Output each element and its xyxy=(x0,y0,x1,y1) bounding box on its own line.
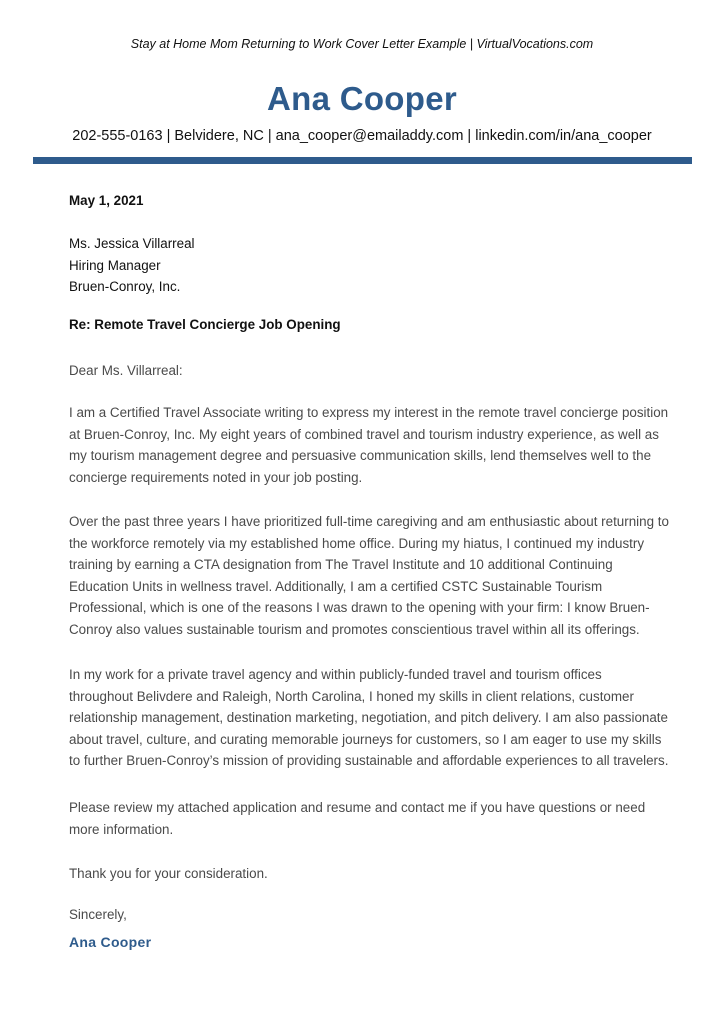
body-paragraph-1: I am a Certified Travel Associate writing to express my interest in the remote travel concierge position at Bruen-Conroy, Inc. My eight years of combined travel and tourism industry experience, as well as my tourism management degree and persuasive communication skills, lend themselves well to the concierge requirements noted in your job posting. xyxy=(69,405,669,485)
header-divider xyxy=(33,157,692,164)
contact-info-line: 202-555-0163 | Belvidere, NC | ana_cooper@emailaddy.com | linkedin.com/in/ana_cooper xyxy=(72,128,652,144)
thanks-line: Thank you for your consideration. xyxy=(69,866,268,881)
closing-line: Sincerely, xyxy=(69,907,127,922)
salutation: Dear Ms. Villarreal: xyxy=(69,363,183,378)
recipient-block xyxy=(69,233,669,298)
body-paragraph-2: Over the past three years I have prioritized full-time caregiving and am enthusiastic about returning to the workforce remotely via my established home office. During my hiatus, I continued my industry training by earning a CTA designation from The Travel Institute and 10 additional Continuing Education Units in wellness travel. Additionally, I am a certified CSTC Sustainable Tourism Professional, which is one of the reasons I was drawn to the opening with your firm: I know Bruen-Conroy also values sustainable tourism and promotes conscientious travel within all its offerings. xyxy=(69,514,669,637)
signature-name: Ana Cooper xyxy=(69,934,152,950)
letter-date: May 1, 2021 xyxy=(69,193,144,208)
body-paragraph-3: In my work for a private travel agency and within publicly-funded travel and tourism offices throughout Belivdere and Raleigh, North Carolina, I honed my skills in client relations, customer relationship management, destination marketing, negotiation, and pitch delivery. I am also passionate about travel, culture, and curating memorable journeys for customers, so I am eager to use my skills to further Bruen-Conroy’s mission of providing sustainable and affordable experiences to all travelers. xyxy=(69,667,669,768)
subject-line: Re: Remote Travel Concierge Job Opening xyxy=(69,317,341,332)
recipient-title: Hiring Manager xyxy=(69,257,161,273)
recipient-name: Ms. Jessica Villarreal xyxy=(69,236,195,251)
page-caption: Stay at Home Mom Returning to Work Cover Letter Example | VirtualVocations.com xyxy=(130,37,594,51)
applicant-name-heading: Ana Cooper xyxy=(266,80,457,117)
recipient-company: Bruen-Conroy, Inc. xyxy=(69,279,181,294)
body-paragraph-4: Please review my attached application and resume and contact me if you have questions or need more information. xyxy=(69,800,646,837)
